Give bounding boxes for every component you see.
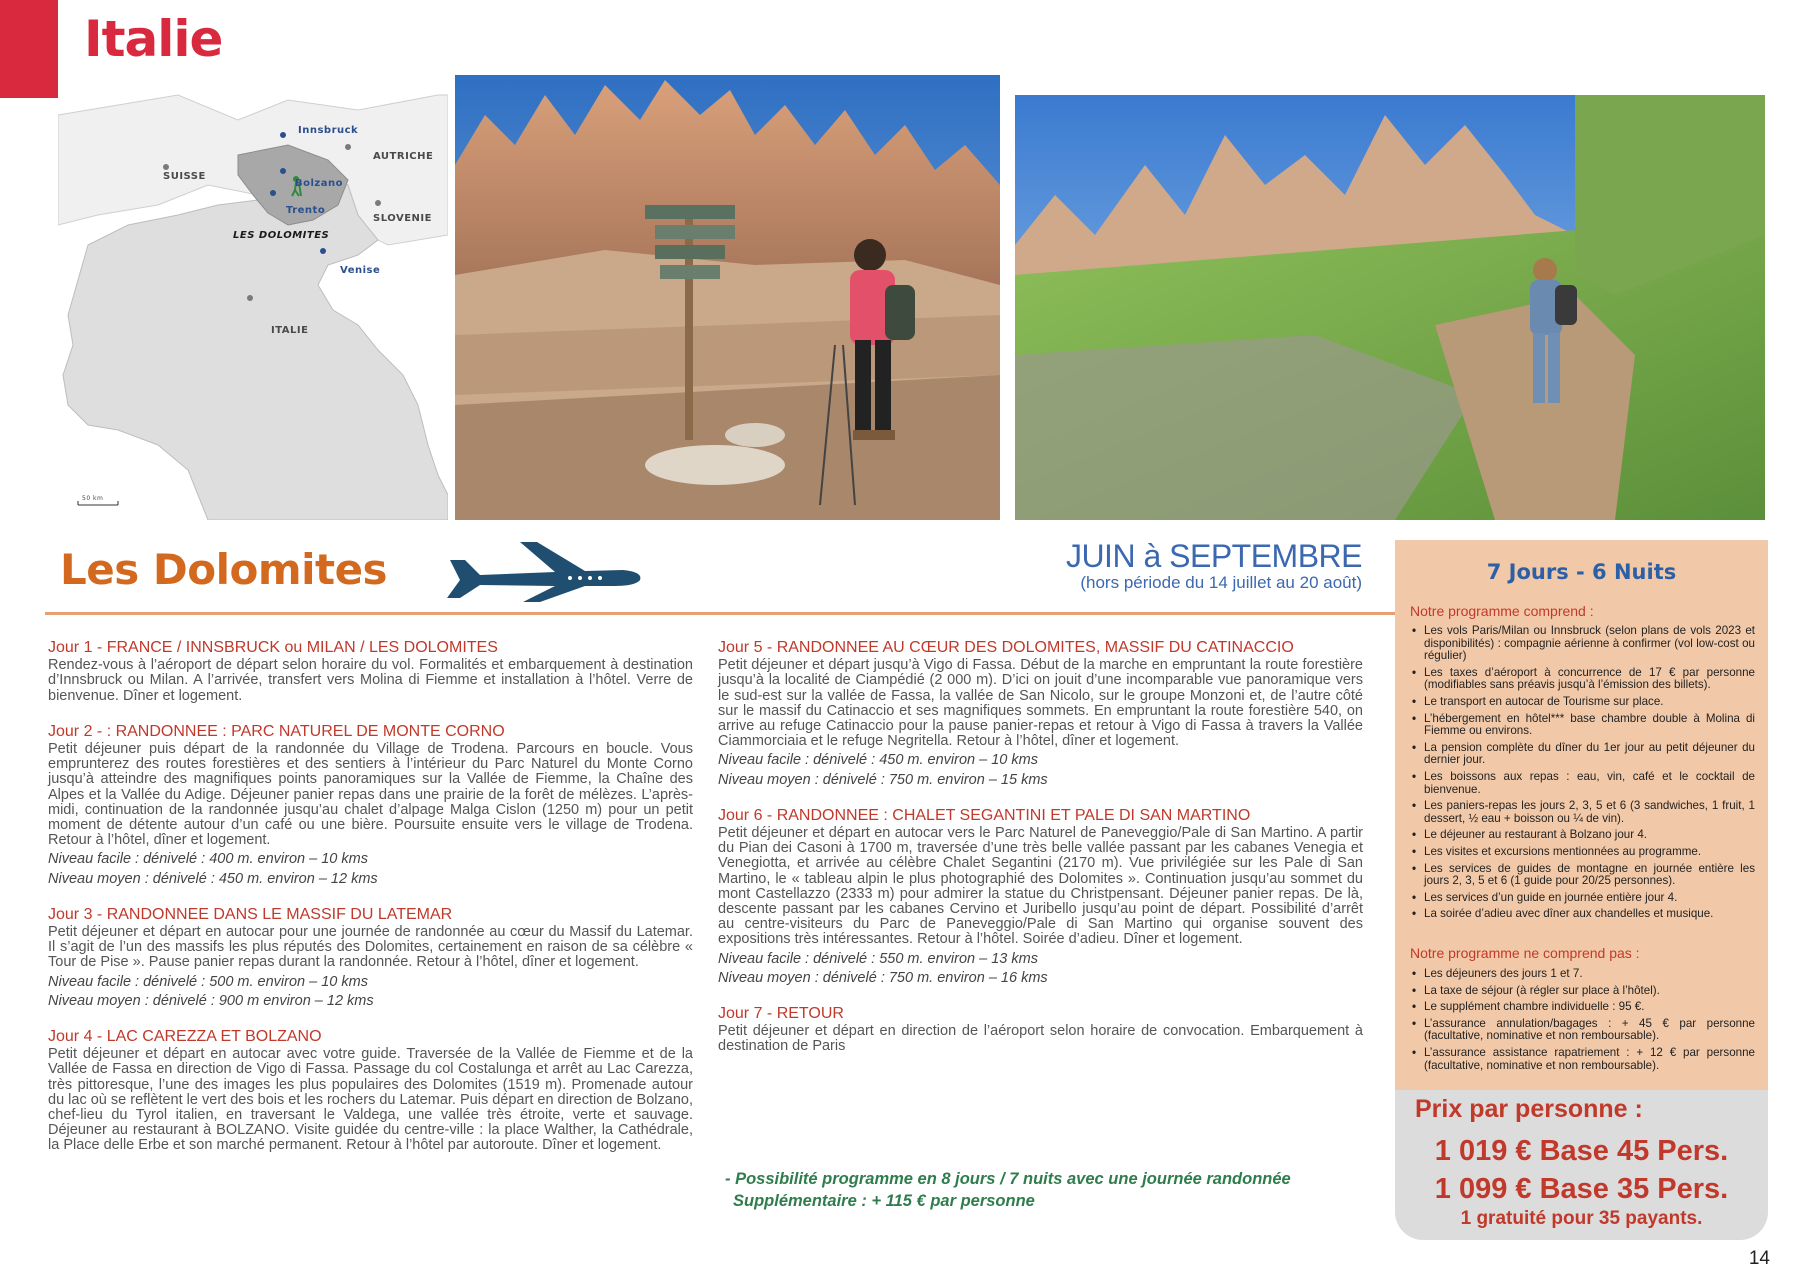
map-scale-label: 50 km [82,495,104,502]
title-divider [45,612,1395,615]
day-title: Jour 1 - FRANCE / INNSBRUCK ou MILAN / LES DOLOMITES [48,639,498,656]
list-item: • La soirée d’adieu avec dîner aux chandelles et musique. [1410,908,1755,921]
day-7 [718,1006,1363,1055]
itinerary-column-right [718,640,1363,1075]
map-label-les-dolomites: LES DOLOMITES [233,230,330,241]
day-title: Jour 7 - RETOUR [718,1005,844,1023]
day-title: Jour 5 - RANDONNEE AU CŒUR DES DOLOMITES, MASSIF DU CATINACCIO [718,639,1294,656]
list-item: • Le supplément chambre individuelle : 95 €. [1410,1001,1755,1014]
day-5 [718,640,1363,788]
list-item: • La taxe de séjour (à régler sur place à l’hôtel). [1410,985,1755,998]
day-4 [48,1029,693,1154]
list-item: • Les services d’un guide en journée entière jour 4. [1410,892,1755,905]
photo-hiker-valley [1015,95,1765,520]
photo-hiker-signpost [455,75,1000,520]
level-medium: Niveau moyen : dénivelé : 450 m. environ – 12 kms [48,870,378,887]
level-medium: Niveau moyen : dénivelé : 750 m. environ – 15 kms [718,771,1048,788]
list-item: • Les services de guides de montagne en journée entière les jours 2, 3, 5 et 6 (1 guide pour 20/25 personnes). [1410,863,1755,888]
itinerary-column-left [48,640,693,1174]
level-medium: Niveau moyen : dénivelé : 750 m. environ – 16 kms [718,969,1048,986]
trip-duration: 7 Jours - 6 Nuits [1486,560,1677,584]
excludes-heading: Notre programme ne comprend pas : [1410,945,1640,961]
day-1 [48,640,693,704]
season-block [1066,538,1362,593]
list-item: • L’assurance assistance rapatriement : + 12 € par personne (facultative, nominative et non remboursable). [1410,1047,1755,1072]
day-3 [48,907,693,1009]
list-item: • Les taxes d’aéroport à concurrence de 17 € par personne (modifiables sans préavis jusqu’à l’émission des billets). [1410,667,1755,692]
free-place-note: 1 gratuité pour 35 payants. [1460,1208,1703,1229]
map-label-italie: ITALIE [271,325,309,336]
pricing-sidebar [1395,540,1768,1240]
day-title: Jour 3 - RANDONNEE DANS LE MASSIF DU LATEMAR [48,905,453,923]
map-label-slovenie: SLOVENIE [373,213,432,224]
map-label-innsbruck: Innsbruck [298,125,359,136]
day-6 [718,808,1363,986]
day-text: Petit déjeuner et départ jusqu’à Vigo di Fassa. Début de la marche en empruntant la route forestière jusqu’à la localité de Ciampédié (2 000 m). D’ici on jouit d’une incomparable vue panoramique vers le sud-est sur la vallée de Fassa, la vallée de San Nicolo, sur le groupe Monzoni et, de l’autre côté sur le massif du Catinaccio et ses magnifiques sommets. En empruntant la route forestière 540, on arrive au refuge Catinaccio pour la pause panier-repas et retour à Vigo di Fassa à travers la Vallée Ciammorciaia et le refuge Negritella. Retour à l’hôtel, dîner et logement. [718,657,1363,750]
photo-hiker-signpost-graphic [455,75,1000,520]
country-title: Italie [84,10,223,68]
excludes-list [1410,968,1755,1076]
level-easy: Niveau facile : dénivelé : 400 m. environ – 10 kms [48,851,368,868]
level-easy: Niveau facile : dénivelé : 450 m. environ – 10 kms [718,752,1038,769]
season-note: (hors période du 14 juillet au 20 août) [1080,573,1362,592]
list-item: • Les visites et excursions mentionnées au programme. [1410,846,1755,859]
list-item: • Les déjeuners des jours 1 et 7. [1410,968,1755,981]
map-label-suisse: SUISSE [163,171,206,182]
day-text: Petit déjeuner puis départ de la randonnée du Village de Trodena. Parcours en boucle. Vous emprunterez des routes forestières et des sentiers à l’intérieur du Parc Naturel du Monte Corno jusqu’à atteindre des magnifiques points panoramiques sur la Vallée de Fiemme, la Chaîne des Alpes et la Vallée du Adige. Déjeuner panier repas dans une prairie de la forêt de mélèzes. L’après-midi, continuation de la randonnée jusqu’au chalet d’alpage Malga Cislon (1250 m) pour un petit moment de détente autour d’un café ou une bière. Poursuite ensuite vers le village de Trodena. Retour à l’hôtel, dîner et logement. [48,741,693,849]
price-heading: Prix par personne : [1415,1095,1643,1123]
map-graphic [58,75,448,520]
level-easy: Niveau facile : dénivelé : 500 m. environ – 10 kms [48,973,368,990]
photo-hiker-valley-graphic [1015,95,1765,520]
level-medium: Niveau moyen : dénivelé : 900 m environ – 12 kms [48,992,374,1009]
map-label-trento: Trento [286,205,326,216]
includes-heading: Notre programme comprend : [1410,603,1594,619]
day-2 [48,724,693,887]
list-item: • Les boissons aux repas : eau, vin, café et le cocktail de bienvenue. [1410,771,1755,796]
day-text: Rendez-vous à l’aéroport de départ selon horaire du vol. Formalités et embarquement à destination d’Innsbruck ou Milan. A l’arrivée, transfert vers Molina di Fiemme et installation à l’hôtel. Verre de bienvenue. Dîner et logement. [48,657,693,704]
map-label-bolzano: Bolzano [295,178,343,189]
day-text: Petit déjeuner et départ en autocar avec votre guide. Traversée de la Vallée de Fiemme et de la Vallée de Fassa en direction de Vigo di Fassa. Passage du col Costalunga et arrêt au Lac Carezza, très pittoresque, l’une des images les plus populaires des Dolomites (1519 m). Promenade autour du lac où se reflètent le vert des bois et les rochers du Latemar. Puis départ en direction de Bolzano, chef-lieu du Tyrol italien, en traversant le Valdega, une vallée très étroite, verte et sauvage. Déjeuner au restaurant à BOLZANO. Visite guidée du centre-ville : la place Walther, la Cathédrale, la Place delle Erbe et son marché permanent. Retour à l’hôtel par autoroute. Dîner et logement. [48,1046,693,1154]
page-number: 14 [1748,1248,1770,1269]
season-title: JUIN à SEPTEMBRE [1065,538,1362,574]
map-label-venise: Venise [340,265,381,276]
price-base-35: 1 099 € Base 35 Pers. [1434,1173,1729,1205]
trip-title: Les Dolomites [60,545,388,594]
day-title: Jour 2 - : RANDONNEE : PARC NATUREL DE MONTE CORNO [48,722,505,740]
list-item: • Le transport en autocar de Tourisme sur place. [1410,696,1755,709]
list-item: • La pension complète du dîner du 1er jour au petit déjeuner du dernier jour. [1410,742,1755,767]
extra-option-note [725,1168,1365,1212]
list-item: • L’assurance annulation/bagages : + 45 € par personne (facultative, nominative et non remboursable). [1410,1018,1755,1043]
price-base-45: 1 019 € Base 45 Pers. [1434,1135,1729,1167]
header-color-tab [0,0,58,98]
day-text: Petit déjeuner et départ en autocar pour une journée de randonnée au cœur du Massif du Latemar. Il s’agit de l’un des massifs les plus réputés des Dolomites, certainement en raison de sa célèbre « Tour de Pise ». Pause panier repas durant la randonnée. Retour à l’hôtel, dîner et logement. [48,924,693,971]
list-item: • Les paniers-repas les jours 2, 3, 5 et 6 (3 sandwiches, 1 fruit, 1 dessert, ½ eau + boisson ou ¼ de vin). [1410,800,1755,825]
map-label-autriche: AUTRICHE [373,151,434,162]
level-easy: Niveau facile : dénivelé : 550 m. environ – 13 kms [718,950,1038,967]
region-map [58,75,448,520]
list-item: • L’hébergement en hôtel*** base chambre double à Molina di Fiemme ou environs. [1410,713,1755,738]
airplane-icon [445,540,645,605]
list-item: • Le déjeuner au restaurant à Bolzano jour 4. [1410,829,1755,842]
day-text: Petit déjeuner et départ en direction de l’aéroport selon horaire de convocation. Embarquement à destination de Paris [718,1023,1363,1055]
extra-option-line-2: Supplémentaire : + 115 € par personne [733,1192,1035,1210]
day-title: Jour 6 - RANDONNEE : CHALET SEGANTINI ET PALE DI SAN MARTINO [718,806,1251,824]
list-item: • Les vols Paris/Milan ou Innsbruck (selon plans de vols 2023 et disponibilités) : compagnie aérienne à confirmer (vol low-cost ou régulier) [1410,625,1755,663]
extra-option-line-1: - Possibilité programme en 8 jours / 7 nuits avec une journée randonnée [725,1170,1291,1188]
day-text: Petit déjeuner et départ en autocar vers le Parc Naturel de Paneveggio/Pale di San Martino. A partir du Pian dei Casoni à 1700 m, traversée d’une très belle vallée passant par les cabanes Venegia et Venegiotta, et arrivée au célèbre Chalet Segantini (2170 m). Vue privilégiée sur les Pale di San Martino, le « tableau alpin le plus photographié des Dolomites ». Continuation jusqu’au sommet du mont Castellazzo (2333 m) pour admirer la statue du Christpensant. Déjeuner panier repas. De là, descente passant par les cabanes Cervino et Juribello jusqu’au point de départ. Possibilité d’arrêt au centre-visiteurs du Parc de Paneveggio/Pale di San Martino qui organise souvent des expositions très intéressantes. Retour à l’hôtel. Soirée d’adieu. Dîner et logement. [718,825,1363,948]
includes-list [1410,625,1755,925]
day-title: Jour 4 - LAC CAREZZA ET BOLZANO [48,1028,322,1046]
